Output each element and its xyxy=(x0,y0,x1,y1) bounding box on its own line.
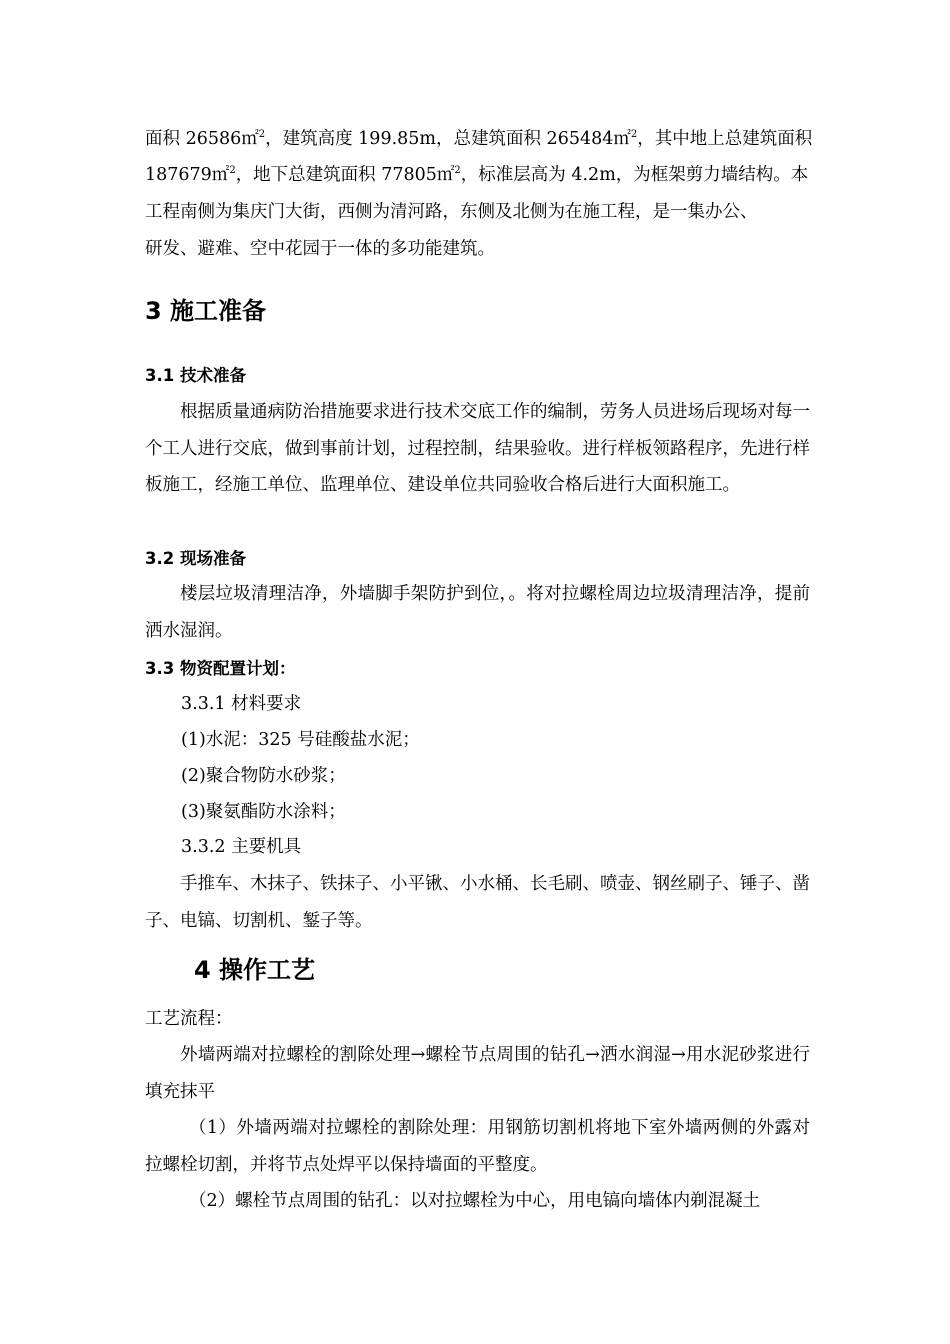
material-item: (1)水泥：325 号硅酸盐水泥； xyxy=(181,730,420,750)
section-3-2-paragraph: 楼层垃圾清理洁净，外墙脚手架防护到位，。将对拉螺栓周边垃圾清理洁净，提前洒水湿润。 xyxy=(145,584,810,641)
superscript: 2 xyxy=(229,165,236,176)
intro-area-value: 面积 26586㎡ xyxy=(145,129,259,149)
intro-line-2 xyxy=(145,157,808,193)
intro-text: ，其中地上总建筑面积 xyxy=(637,129,813,149)
material-item: (3)聚氨酯防水涂料； xyxy=(181,802,346,822)
section-3-heading: 3 施工准备 xyxy=(145,297,267,325)
intro-above-ground-value: 187679㎡ xyxy=(145,165,230,185)
material-item: (2)聚合物防水砂浆； xyxy=(181,766,346,786)
flow-paragraph: 外墙两端对拉螺栓的割除处理→螺栓节点周围的钻孔→洒水润湿→用水泥砂浆进行填充抹平 xyxy=(145,1045,810,1102)
section-3-1-paragraph: 根据质量通病防治措施要求进行技术交底工作的编制，劳务人员进场后现场对每一个工人进行交底，做到事前计划，过程控制，结果验收。进行样板领路程序，先进行样板施工，经施工单位、监理单位、建设单位共同验收合格后进行大面积施工。 xyxy=(145,402,810,495)
section-3-1-heading: 3.1 技术准备 xyxy=(145,366,246,385)
section-3-3-2-heading: 3.3.2 主要机具 xyxy=(181,837,302,857)
superscript: 2 xyxy=(258,129,266,140)
intro-text: ，标准层高为 4.2m，为框架剪力墙结构。本 xyxy=(460,165,809,185)
tools-paragraph: 手推车、木抹子、铁抹子、小平锹、小水桶、长毛刷、喷壶、钢丝刷子、锤子、凿子、电镐、切割机、錾子等。 xyxy=(145,874,810,931)
flow-label: 工艺流程： xyxy=(145,1009,233,1029)
section-3-3-heading: 3.3 物资配置计划： xyxy=(145,659,296,678)
intro-line-3: 工程南侧为集庆门大街，西侧为清河路，东侧及北侧为在施工程，是一集办公、 xyxy=(145,202,758,222)
section-3-2-heading: 3.2 现场准备 xyxy=(145,549,246,568)
superscript: 2 xyxy=(454,165,461,176)
intro-underground-value: ，地下总建筑面积 77805㎡ xyxy=(235,165,455,185)
section-4-heading: 4 操作工艺 xyxy=(194,956,316,984)
section-3-3-1-heading: 3.3.1 材料要求 xyxy=(181,694,302,714)
step-1-paragraph: （1）外墙两端对拉螺栓的割除处理：用钢筋切割机将地下室外墙两侧的外露对拉螺栓切割，并将节点处焊平以保持墙面的平整度。 xyxy=(145,1118,810,1175)
intro-line-1 xyxy=(145,121,812,157)
step-2-paragraph: （2）螺栓节点周围的钻孔：以对拉螺栓为中心，用电镐向墙体内剃混凝土 xyxy=(189,1191,761,1211)
intro-height-value: ，建筑高度 199.85m，总建筑面积 265484㎡ xyxy=(265,129,631,149)
superscript: 2 xyxy=(630,129,638,140)
intro-line-4: 研发、避难、空中花园于一体的多功能建筑。 xyxy=(145,239,495,259)
